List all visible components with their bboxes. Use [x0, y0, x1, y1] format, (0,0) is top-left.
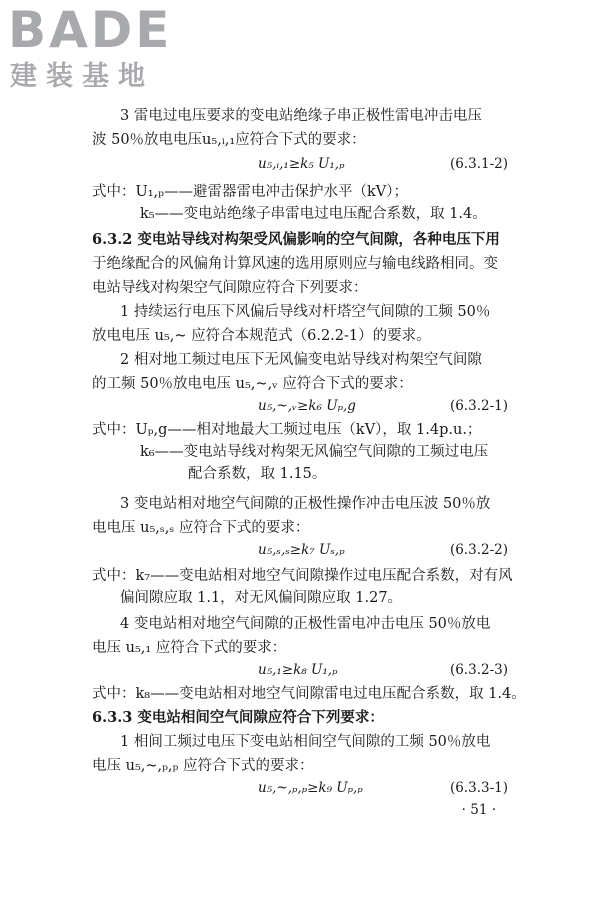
logo-wordmark: BADE: [8, 1, 173, 59]
text-line: 式中：k₈——变电站相对地空气间隙雷电过电压配合系数，取 1.4。: [92, 686, 526, 702]
formula: u₅,~,ₚ,ₚ≥k₉ Uₚ,ₚ: [258, 780, 363, 796]
formula: u₅,~,ᵥ≥k₆ Uₚ,g: [258, 398, 356, 414]
text-line: 4 变电站相对地空气间隙的正极性雷电冲击电压 50％放电: [120, 616, 491, 632]
text-line: 波 50％放电电压u₅,ᵢ,₁应符合下式的要求：: [92, 132, 366, 148]
bade-logo: [8, 1, 178, 94]
text-line: 的工频 50％放电电压 u₅,~,ᵥ 应符合下式的要求：: [92, 376, 413, 392]
text-line: 偏间隙应取 1.1，对无风偏间隙应取 1.27。: [120, 590, 403, 606]
text-line: 电站导线对构架空气间隙应符合下列要求：: [92, 280, 368, 296]
formula: u₅,ₛ,ₛ≥k₇ Uₛ,ₚ: [258, 542, 345, 558]
text-line: 2 相对地工频过电压下无风偏变电站导线对构架空气间隙: [120, 352, 482, 368]
formula: u₅,ᵢ,₁≥k₅ U₁,ₚ: [258, 156, 345, 172]
text-line: 式中：Uₚ,g——相对地最大工频过电压（kV），取 1.4p.u.；: [92, 422, 482, 438]
section-heading: 6.3.3 变电站相间空气间隙应符合下列要求：: [92, 709, 384, 726]
text-line: 电压 u₅,₁ 应符合下式的要求：: [92, 640, 287, 656]
logo-tagline: 建装基地: [10, 61, 154, 92]
text-line: 3 变电站相对地空气间隙的正极性操作冲击电压波 50％放: [120, 496, 491, 512]
page-number: · 51 ·: [461, 802, 496, 818]
text-line: 配合系数，取 1.15。: [188, 466, 327, 482]
text-line: 1 持续运行电压下风偏后导线对杆塔空气间隙的工频 50％: [120, 304, 491, 320]
text-line: k₅——变电站绝缘子串雷电过电压配合系数，取 1.4。: [140, 206, 487, 222]
equation-number: (6.3.2-3): [449, 662, 508, 678]
equation-number: (6.3.2-2): [449, 542, 508, 558]
equation-number: (6.3.2-1): [449, 398, 508, 414]
text-line: 式中：k₇——变电站相对地空气间隙操作过电压配合系数，对有风: [92, 568, 513, 584]
text-line: 电压 u₅,~,ₚ,ₚ 应符合下式的要求：: [92, 758, 314, 774]
equation-number: (6.3.3-1): [449, 780, 508, 796]
text-line: 1 相间工频过电压下变电站相间空气间隙的工频 50％放电: [120, 734, 491, 750]
text-line: 式中：U₁,ₚ——避雷器雷电冲击保护水平（kV）；: [92, 184, 408, 200]
equation-number: (6.3.1-2): [449, 156, 508, 172]
text-line: k₆——变电站导线对构架无风偏空气间隙的工频过电压: [140, 444, 489, 460]
text-line: 于绝缘配合的风偏角计算风速的选用原则应与输电线路相同。变: [92, 256, 498, 272]
text-line: 电电压 u₅,ₛ,ₛ 应符合下式的要求：: [92, 520, 310, 536]
text-line: 放电电压 u₅,~ 应符合本规范式（6.2.2-1）的要求。: [92, 328, 431, 344]
section-heading: 6.3.2 变电站导线对构架受风偏影响的空气间隙，各种电压下用: [92, 231, 500, 248]
formula: u₅,₁≥k₈ U₁,ₚ: [258, 662, 338, 678]
text-line: 3 雷电过电压要求的变电站绝缘子串正极性雷电冲击电压: [120, 108, 482, 124]
